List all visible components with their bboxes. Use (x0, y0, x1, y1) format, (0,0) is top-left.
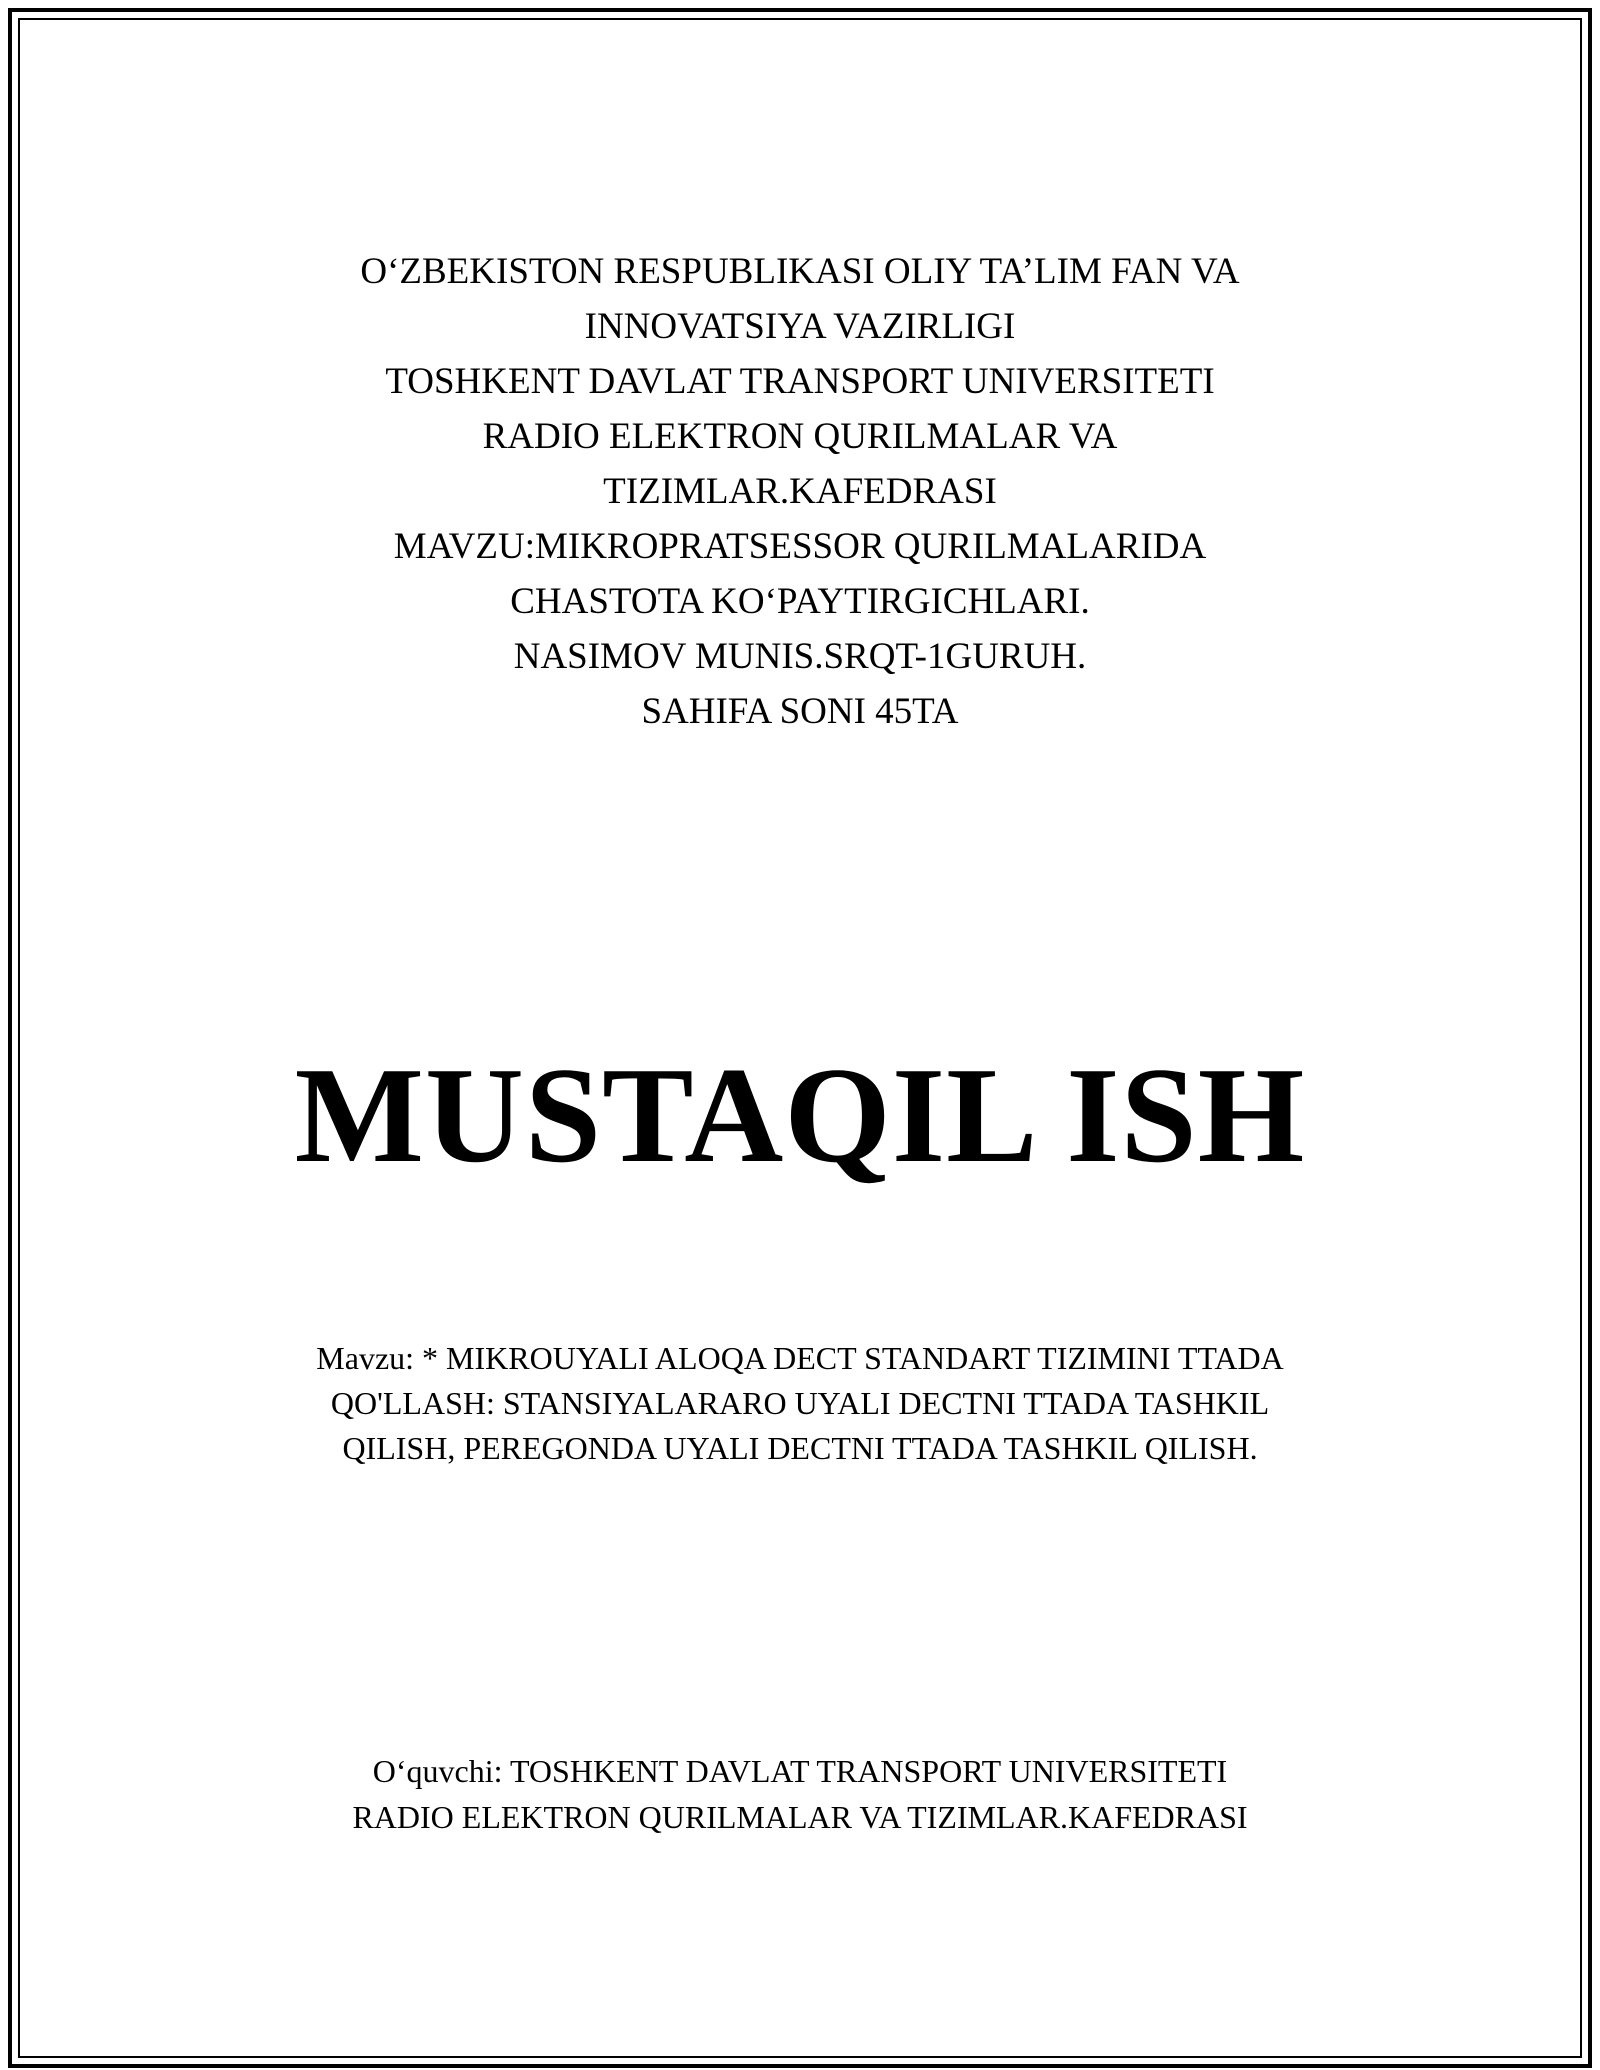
document-title: MUSTAQIL ISH (294, 1039, 1306, 1191)
student-line-1: O‘quvchi: TOSHKENT DAVLAT TRANSPORT UNIVERSITETI (372, 1753, 1228, 1789)
header-line-department-2: TIZIMLAR.KAFEDRASI (603, 471, 997, 512)
subject-line-3: QILISH, PEREGONDA UYALI DECTNI TTADA TASHKIL QILISH. (342, 1430, 1258, 1466)
subject-line-1: Mavzu: * MIKROUYALI ALOQA DECT STANDART TIZIMINI TTADA (316, 1340, 1284, 1376)
header-line-university: TOSHKENT DAVLAT TRANSPORT UNIVERSITETI (385, 361, 1215, 402)
subject-block (200, 1336, 1400, 1471)
header-line-ministry-1: O‘ZBEKISTON RESPUBLIKASI OLIY TA’LIM FAN VA (360, 251, 1240, 292)
student-line-2: RADIO ELEKTRON QURILMALAR VA TIZIMLAR.KAFEDRASI (352, 1799, 1248, 1835)
header-line-page-count: SAHIFA SONI 45TA (641, 691, 959, 732)
institution-header (0, 244, 1600, 739)
header-line-author: NASIMOV MUNIS.SRQT-1GURUH. (513, 636, 1087, 677)
header-line-ministry-2: INNOVATSIYA VAZIRLIGI (584, 306, 1016, 347)
header-line-department-1: RADIO ELEKTRON QURILMALAR VA (482, 416, 1118, 457)
subject-line-2: QO'LLASH: STANSIYALARARO UYALI DECTNI TTADA TASHKIL (330, 1385, 1270, 1421)
header-line-topic-2: CHASTOTA KO‘PAYTIRGICHLARI. (510, 581, 1090, 622)
header-line-topic-1: MAVZU:MIKROPRATSESSOR QURILMALARIDA (393, 526, 1207, 567)
student-block (0, 1748, 1600, 1840)
